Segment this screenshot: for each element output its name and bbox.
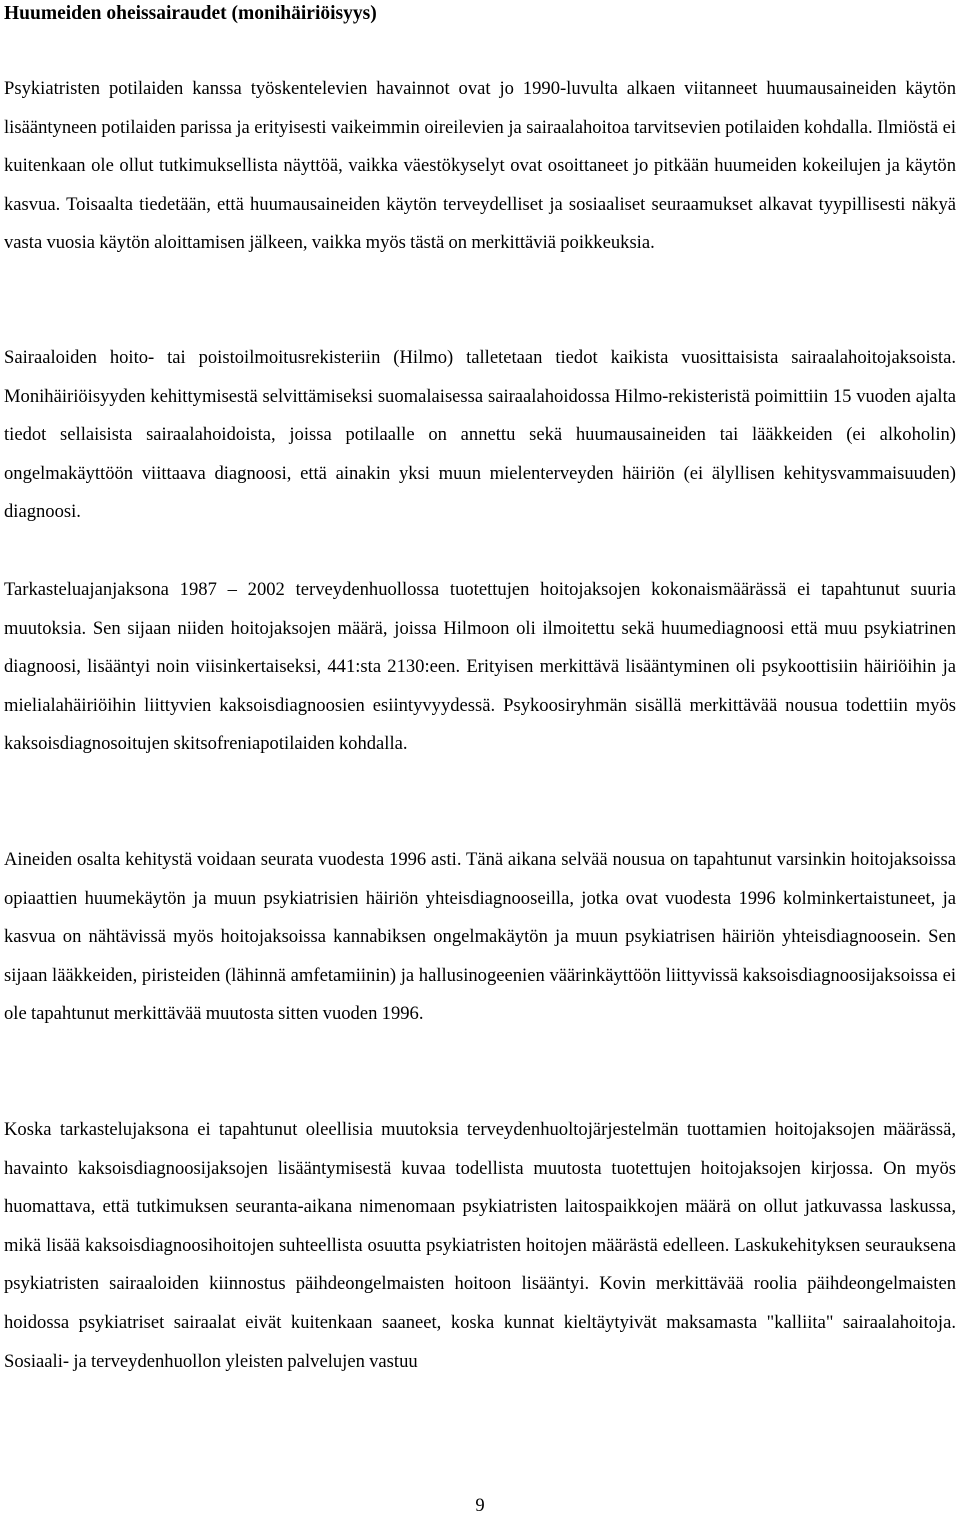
paragraph-3: Tarkasteluajanjaksona 1987 – 2002 terveydenhuollossa tuotettujen hoitojaksojen kokonaismäärässä ei tapahtunut suuria muutoksia. Sen sijaan niiden hoitojaksojen määrä, joissa Hilmoon oli ilmoitettu sekä huumediagnoosi että muu psykiatrinen diagnoosi, lisääntyi noin viisinkertaiseksi, 441:sta 2130:een. Erityisen merkittävä lisääntyminen oli psykoottisiin häiriöihin ja mielialahäiriöihin liittyvien kaksoisdiagnoosien esiintyvyydessä. Psykoosiryhmän sisällä merkittävää nousua todettiin myös kaksoisdiagnosoitujen skitsofreniapotilaiden kohdalla.	[4, 579, 956, 755]
page-number: 9	[475, 1495, 485, 1516]
paragraph-2: Sairaaloiden hoito- tai poistoilmoitusrekisteriin (Hilmo) talletetaan tiedot kaikista vuosittaisista sairaalahoitojaksoista. Monihäiriöisyyden kehittymisestä selvittämiseksi suomalaisessa sairaalahoidossa Hilmo-rekisteristä poimittiin 15 vuoden ajalta tiedot sellaisista sairaalahoidoista, joissa potilaalle on annettu sekä huumausaineiden tai lääkkeiden (ei alkoholin) ongelmakäyttöön viittaava diagnoosi, että ainakin yksi muun mielenterveyden häiriön (ei älyllisen kehitysvammaisuuden) diagnoosi.	[4, 347, 956, 523]
paragraph-1: Psykiatristen potilaiden kanssa työskentelevien havainnot ovat jo 1990-luvulta alkaen viitanneet huumausaineiden käytön lisääntyneen potilaiden parissa ja erityisesti vaikeimmin oireilevien ja sairaalahoitoa tarvitsevien potilaiden kohdalla. Ilmiöstä ei kuitenkaan ole ollut tutkimuksellista näyttöä, vaikka väestökyselyt ovat osoittaneet jo pitkään huumeiden kokeilujen ja käytön kasvua. Toisaalta tiedetään, että huumausaineiden käytön terveydelliset ja sosiaaliset seuraamukset alkavat tyypillisesti näkyä vasta vuosia käytön aloittamisen jälkeen, vaikka myös tästä on merkittäviä poikkeuksia.	[4, 78, 956, 254]
paragraph-4: Aineiden osalta kehitystä voidaan seurata vuodesta 1996 asti. Tänä aikana selvää nousua on tapahtunut varsinkin hoitojaksoissa opiaattien huumekäytön ja muun psykiatrisien häiriön yhteisdiagnooseilla, jotka ovat vuodesta 1996 kolminkertaistuneet, ja kasvua on nähtävissä myös hoitojaksoissa kannabiksen ongelmakäytön ja muun psykiatrisen häiriön yhteisdiagnoosein. Sen sijaan lääkkeiden, piristeiden (lähinnä amfetamiinin) ja hallusinogeenien väärinkäyttöön liittyvissä kaksoisdiagnoosijaksoissa ei ole tapahtunut merkittävää muutosta sitten vuoden 1996.	[4, 849, 956, 1025]
section-heading: Huumeiden oheissairaudet (monihäiriöisyys)	[4, 3, 377, 24]
paragraph-5: Koska tarkastelujaksona ei tapahtunut oleellisia muutoksia terveydenhuoltojärjestelmän tuottamien hoitojaksojen määrässä, havainto kaksoisdiagnoosijaksojen lisääntymisestä kuvaa todellista muutosta tuotettujen hoitojaksojen kirjossa. On myös huomattava, että tutkimuksen seuranta-aikana nimenomaan psykiatristen laitospaikkojen määrä on ollut jatkuvassa laskussa, mikä lisää kaksoisdiagnoosihoitojen suhteellista osuutta psykiatristen hoitojen määrästä edelleen. Laskukehityksen seurauksena psykiatristen sairaaloiden kiinnostus päihdeongelmaisten hoitoon lisääntyi. Kovin merkittävää roolia päihdeongelmaisten hoidossa psykiatriset sairaalat eivät kuitenkaan saaneet, koska kunnat kieltäytyivät maksamasta "kalliita" sairaalahoitoja. Sosiaali- ja terveydenhuollon yleisten palvelujen vastuu	[4, 1119, 956, 1372]
